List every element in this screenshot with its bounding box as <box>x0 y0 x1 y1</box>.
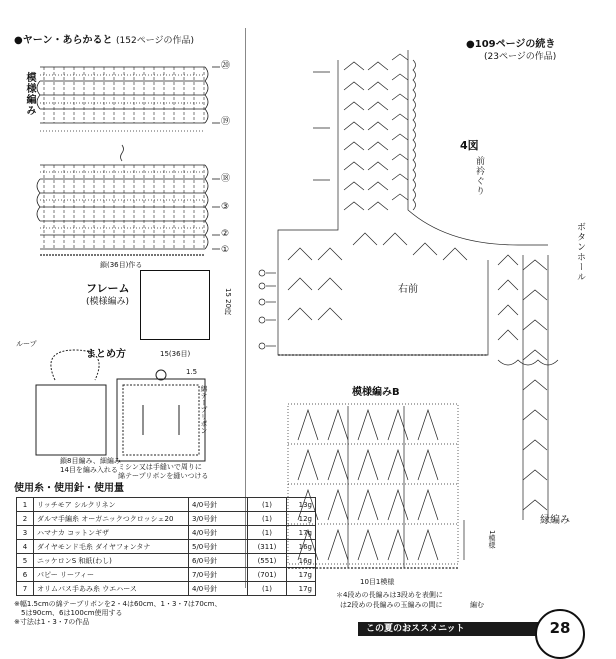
finish-note-3: ミシン又は手縫いで周りに <box>118 463 202 471</box>
finish-title: まとめ方 <box>86 349 126 360</box>
pattern-b-chart <box>278 400 468 580</box>
right-front-label: 右前 <box>398 284 418 295</box>
frame-subtitle: (模様編み) <box>86 297 130 307</box>
tape-label: 綿テープリボン <box>200 385 208 434</box>
table-row: 4 ダイヤモンド毛糸 ダイヤフォンタナ 5/0号針 (311) 16g <box>17 540 316 554</box>
row-marker-3: ③ <box>221 202 230 212</box>
right-title-note: (23ページの作品) <box>484 52 557 62</box>
frame-square <box>140 270 210 340</box>
neck-label: 前衿ぐり <box>474 156 484 196</box>
row-marker-20: ⑳ <box>221 61 231 71</box>
note-2: 5は90cm、6は100cm使用する <box>14 609 123 617</box>
footer-banner: この夏のおススメニット <box>358 622 566 636</box>
table-row: 3 ハマナカ コットンギザ 4/0号針 (1) 17g <box>17 526 316 540</box>
finish-note-4: 綿テープリボンを縫いつける <box>118 472 209 480</box>
pattern-label: 模様編み <box>24 72 35 116</box>
row-marker-1: ① <box>221 245 230 255</box>
frame-title: フレーム <box>86 282 130 295</box>
note-1: ※幅1.5cmの綿テープリボンを2・4は60cm、1・3・7は70cm、 <box>14 600 222 608</box>
table-title: 使用糸・使用針・使用量 <box>14 483 124 494</box>
row-marker-19: ⑲ <box>221 117 231 127</box>
fig-label: 4図 <box>460 139 479 152</box>
pattern-b-label: 模様編みB <box>352 387 400 398</box>
table-row: 6 パピー リーフィー 7/0号針 (701) 17g <box>17 568 316 582</box>
upper-rows <box>40 67 205 131</box>
row-marker-2: ② <box>221 229 230 239</box>
dim-1-5: 1.5 <box>186 368 198 376</box>
right-title: ●109ページの続き <box>466 39 556 50</box>
frame-width: 15(36目) <box>160 350 191 358</box>
chain-label: 鎖(36目)作る <box>100 261 143 269</box>
edging-label: 縁編み <box>540 515 570 526</box>
footnote-3: 編む <box>470 601 484 609</box>
row-marker-18: ⑱ <box>221 174 231 184</box>
table-row: 1 リッチモア シルクリネン 4/0号針 (1) 13g <box>17 498 316 512</box>
table-row: 7 オリムパス手あみ糸 ウエハース 4/0号針 (1) 17g <box>17 582 316 596</box>
pattern-b-chain: 10目1模様 <box>360 578 395 586</box>
table-row: 5 ニッケロンS 和紙(わし) 6/0号針 (551) 16g <box>17 554 316 568</box>
frame-height: 15 20段 <box>224 288 232 316</box>
loop-diagram <box>30 340 120 460</box>
page-number: 28 <box>535 609 585 659</box>
loop-label: ループ <box>16 340 37 348</box>
tape-diagram <box>113 365 213 465</box>
note-3: ※寸法は1・3・7の作品 <box>14 618 90 626</box>
footnote-2: は2段めの長編みの玉編みの間に <box>340 601 443 609</box>
swatch-chart <box>30 55 240 270</box>
finish-note-2: 14目を編み入れる <box>60 466 118 474</box>
footnote-1: ＊4段めの長編みは3段めを表側に <box>336 591 443 599</box>
button-hole-label: ボタンホール <box>575 222 585 282</box>
finish-note-1: 鎖8目編み、細編み <box>60 457 121 465</box>
left-title: ●ヤーン・あらかると (152ページの作品) <box>14 35 195 46</box>
table-row: 2 ダルマ手編糸 オーガニックつクロッシェ20 3/0号針 (1) 12g <box>17 512 316 526</box>
one-pattern-label: 1模様 <box>488 530 496 549</box>
